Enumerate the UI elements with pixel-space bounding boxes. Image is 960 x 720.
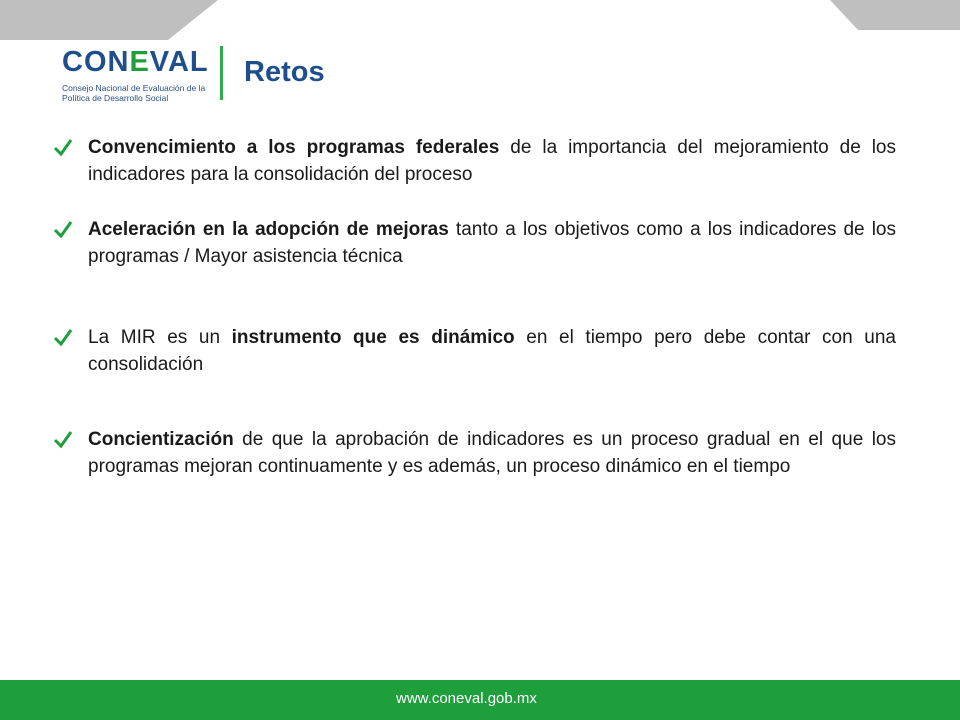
header-divider [220,46,223,100]
coneval-logo [58,46,208,106]
bullet-bold: instrumento que es dinámico [231,327,515,348]
bullet-bold: Convencimiento a los programas federales [88,137,500,158]
bullet-rest: tanto a los objetivos como a los indicadores de los programas / Mayor asistencia técnica [88,219,896,267]
logo-wordmark [62,46,209,79]
bullet-pre: La MIR es un [88,327,232,348]
logo-wordmark-c: VAL [149,46,209,78]
checkmark-icon [52,428,74,450]
checkmark-icon [52,218,74,240]
top-right-corner-shape [830,0,960,40]
bullet-bold: Concientización [88,429,234,450]
bullet-bold: Aceleración en la adopción de mejoras [88,219,449,240]
checkmark-icon [52,326,74,348]
logo-subtitle: Consejo Nacional de Evaluación de la Política de Desarrollo Social [62,83,206,103]
checkmark-icon [52,136,74,158]
logo-wordmark-b: E [129,46,150,78]
bullet-text [88,426,896,480]
page-title: Retos [244,56,325,88]
bullet-rest: de la importancia del mejoramiento de los indicadores para la consolidación del proceso [88,137,897,185]
bullet-text [88,134,896,188]
footer-url[interactable]: www.coneval.gob.mx [396,690,537,707]
bullet-text [88,324,896,378]
logo-wordmark-a: CON [62,46,130,78]
bullet-text [88,216,896,270]
bullet-rest: de que la aprobación de indicadores es un proceso gradual en el que los programas mejoran continuamente y es además, un proceso dinámico en el tiempo [88,429,896,477]
bullet-rest: en el tiempo pero debe contar con una consolidación [88,327,896,375]
